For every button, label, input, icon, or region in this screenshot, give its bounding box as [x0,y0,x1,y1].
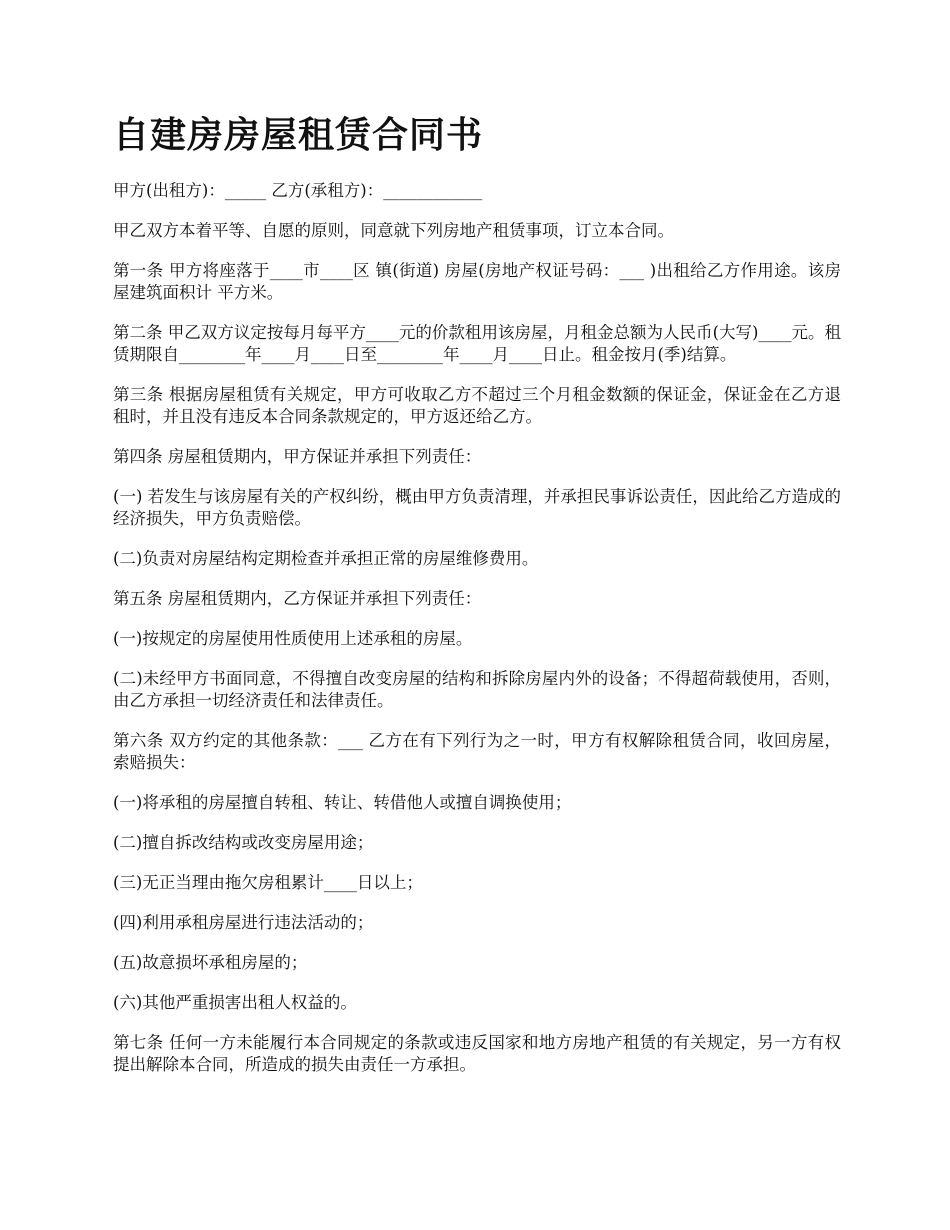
article-5: 第五条 房屋租赁期内，乙方保证并承担下列责任： [113,589,482,608]
document-page [113,108,841,1094]
parties-line: 甲方(出租方)：_____ 乙方(承租方)：____________ [113,181,483,200]
article-1: 第一条 甲方将座落于____市____区 镇(街道) 房屋(房地产权证号码：___ )出租给乙方作用途。该房屋建筑面积计 平方米。 [113,261,841,302]
article-5-item-2: (二)未经甲方书面同意，不得擅自改变房屋的结构和拆除房屋内外的设备；不得超荷载使用，否则，由乙方承担一切经济责任和法律责任。 [113,669,841,710]
article-6-item-3: (三)无正当理由拖欠房租累计____日以上； [113,873,423,892]
preamble: 甲乙双方本着平等、自愿的原则，同意就下列房地产租赁事项，订立本合同。 [113,221,674,240]
article-6-item-4: (四)利用承租房屋进行违法活动的； [113,913,374,932]
article-6: 第六条 双方约定的其他条款：___ 乙方在有下列行为之一时，甲方有权解除租赁合同，收回房屋，索赔损失： [113,731,841,772]
article-4-item-2: (二)负责对房屋结构定期检查并承担正常的房屋维修费用。 [113,549,539,568]
article-5-item-1: (一)按规定的房屋使用性质使用上述承租的房屋。 [113,629,473,648]
article-6-item-5: (五)故意损坏承租房屋的； [113,953,308,972]
document-title: 自建房房屋租赁合同书 [113,115,484,156]
article-2: 第二条 甲乙双方议定按每月每平方____元的价款租用该房屋，月租金总额为人民币(大写)____元。租赁期限自________年____月____日至________年____月____日止。租金按月(季)结算。 [113,323,841,364]
article-3: 第三条 根据房屋租赁有关规定，甲方可收取乙方不超过三个月租金数额的保证金，保证金在乙方退租时，并且没有违反本合同条款规定的，甲方返还给乙方。 [113,385,841,426]
article-4: 第四条 房屋租赁期内，甲方保证并承担下列责任： [113,447,482,466]
article-4-item-1: (一) 若发生与该房屋有关的产权纠纷，概由甲方负责清理，并承担民事诉讼责任，因此给乙方造成的经济损失，甲方负责赔偿。 [113,487,841,528]
article-6-item-2: (二)擅自拆改结构或改变房屋用途； [113,833,374,852]
article-7: 第七条 任何一方未能履行本合同规定的条款或违反国家和地方房地产租赁的有关规定，另一方有权提出解除本合同，所造成的损失由责任一方承担。 [113,1033,841,1074]
article-6-item-1: (一)将承租的房屋擅自转租、转让、转借他人或擅自调换使用； [113,793,572,812]
article-6-item-6: (六)其他严重损害出租人权益的。 [113,993,357,1012]
